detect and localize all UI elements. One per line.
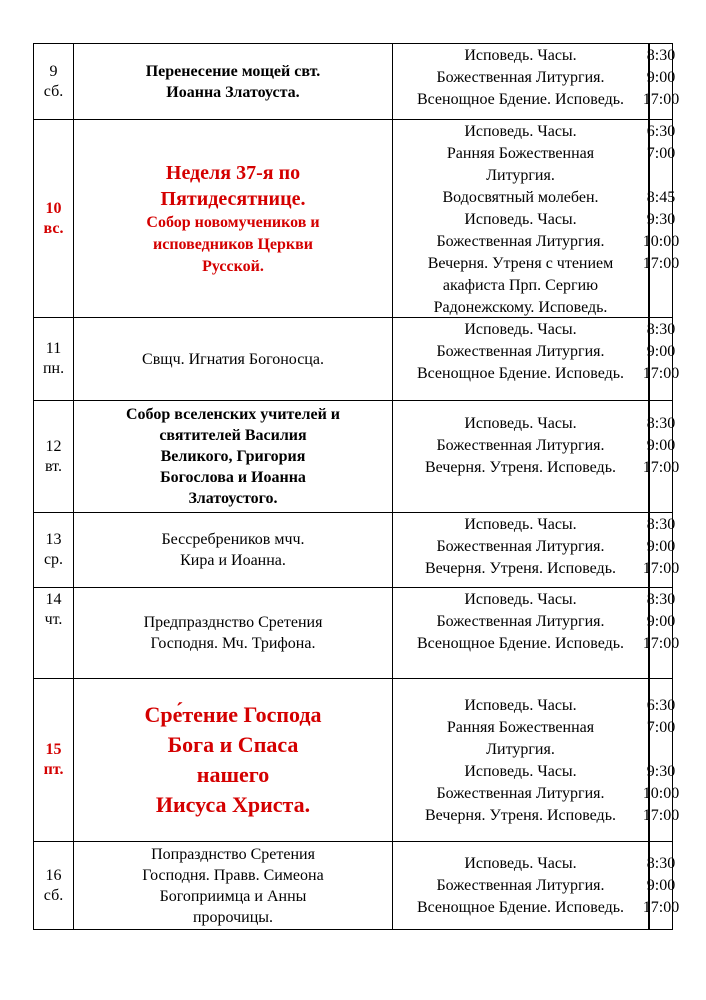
- service-line: Всенощное Бдение. Исповедь.: [416, 91, 625, 108]
- time-value: 9:00: [646, 69, 676, 86]
- feast-line: исповедников Церкви: [153, 235, 313, 253]
- service-line: Литургия.: [486, 741, 555, 758]
- time-value: 8:30: [646, 47, 676, 64]
- weekday: пт.: [43, 761, 64, 778]
- service-line: Вечерня. Утреня с чтением: [427, 255, 614, 272]
- day-number: 15: [45, 741, 62, 758]
- time-value: 10:00: [642, 233, 680, 250]
- table-row: [34, 44, 680, 120]
- table-row: [34, 679, 680, 842]
- time-value: 8:30: [646, 855, 676, 872]
- schedule-table: [33, 43, 680, 930]
- time-value: 9:00: [646, 613, 676, 630]
- times-cell: [642, 401, 680, 512]
- feast-line: Свщч. Игнатия Богоносца.: [142, 350, 324, 368]
- service-line: Исповедь. Часы.: [464, 415, 577, 432]
- feast-line: Богоприимца и Анны: [159, 887, 307, 905]
- weekday: вс.: [43, 219, 64, 237]
- service-line: Божественная Литургия.: [436, 538, 605, 555]
- feast-line: пророчицы.: [192, 908, 274, 926]
- day-number: 13: [45, 531, 62, 548]
- weekday: сб.: [43, 82, 64, 100]
- service-line: Вечерня. Утреня. Исповедь.: [425, 807, 616, 824]
- service-line: Радонежскому. Исповедь.: [433, 299, 608, 316]
- time-value: 8:30: [646, 415, 676, 432]
- date-cell: [34, 842, 74, 929]
- time-value: 10:00: [642, 785, 680, 802]
- time-value: 7:00: [646, 145, 676, 162]
- service-line: Божественная Литургия.: [436, 785, 605, 802]
- date-cell: [34, 588, 74, 678]
- feast-line: Иоанна Златоуста.: [166, 83, 300, 101]
- feast-line: Перенесение мощей свт.: [145, 62, 321, 80]
- day-number: 11: [45, 340, 62, 357]
- services-cell: [393, 44, 649, 119]
- time-value: 17:00: [642, 255, 680, 272]
- service-line: Исповедь. Часы.: [464, 123, 577, 140]
- day-number: 16: [45, 866, 62, 884]
- feast-line: Русской.: [202, 257, 264, 275]
- services-cell: [393, 318, 649, 400]
- times-cell: [642, 842, 680, 929]
- time-value: 17:00: [642, 365, 680, 382]
- feast-line: Богослова и Иоанна: [160, 469, 306, 486]
- service-line: Божественная Литургия.: [436, 877, 605, 894]
- service-line: Исповедь. Часы.: [464, 855, 577, 872]
- time-value: 17:00: [642, 560, 680, 577]
- date-cell: [34, 44, 74, 119]
- time-value: 8:30: [646, 321, 676, 338]
- feast-cell: [74, 120, 393, 317]
- times-cell: [642, 318, 680, 400]
- feast-cell: [74, 679, 393, 841]
- feast-title-line: Бога и Спаса: [167, 732, 299, 757]
- weekday: ср.: [43, 551, 64, 568]
- table-row: [34, 588, 680, 679]
- service-line: Ранняя Божественная: [446, 719, 595, 736]
- feast-cell: [74, 401, 393, 512]
- services-cell: [393, 401, 649, 512]
- feast-title-line: нашего: [196, 762, 270, 787]
- time-value: 8:30: [646, 591, 676, 608]
- time-value: 9:30: [646, 211, 676, 228]
- time-value: 17:00: [642, 91, 680, 108]
- feast-title-line: Иисуса Христа.: [155, 792, 311, 817]
- feast-title-line: Неделя 37-я по: [165, 161, 301, 184]
- feast-title-line: Пятидесятнице.: [160, 187, 306, 210]
- times-cell: [642, 679, 680, 841]
- day-number: 12: [45, 437, 62, 455]
- date-cell: [34, 401, 74, 512]
- service-line: Вечерня. Утреня. Исповедь.: [425, 459, 616, 476]
- feast-cell: [74, 842, 393, 929]
- services-cell: [393, 120, 649, 317]
- service-line: Божественная Литургия.: [436, 69, 605, 86]
- service-line: Водосвятный молебен.: [442, 189, 599, 206]
- time-value: 17:00: [642, 459, 680, 476]
- day-number: 10: [45, 199, 62, 217]
- time-value: 17:00: [642, 807, 680, 824]
- times-cell: [642, 120, 680, 317]
- times-cell: [642, 588, 680, 678]
- times-cell: [642, 513, 680, 587]
- service-line: Всенощное Бдение. Исповедь.: [416, 635, 625, 652]
- time-value: 9:00: [646, 538, 676, 555]
- time-value: 17:00: [642, 635, 680, 652]
- date-cell: [34, 318, 74, 400]
- weekday: чт.: [44, 611, 63, 628]
- feast-line: Господня. Мч. Трифона.: [150, 635, 316, 652]
- date-cell: [34, 679, 74, 841]
- time-value: 17:00: [642, 899, 680, 916]
- service-line: Исповедь. Часы.: [464, 516, 577, 533]
- feast-line: Бессребреников мчч.: [161, 531, 305, 548]
- time-value: 9:30: [646, 763, 676, 780]
- services-cell: [393, 513, 649, 587]
- service-line: Исповедь. Часы.: [464, 763, 577, 780]
- table-row: [34, 120, 680, 318]
- services-cell: [393, 679, 649, 841]
- weekday: вт.: [45, 457, 62, 475]
- time-value: 9:00: [646, 343, 676, 360]
- feast-line: Собор новомучеников и: [146, 213, 320, 231]
- feast-title-line: Сре́тение Господа: [144, 702, 322, 727]
- service-line: Исповедь. Часы.: [464, 697, 577, 714]
- services-cell: [393, 588, 649, 678]
- date-cell: [34, 120, 74, 317]
- weekday: сб.: [43, 886, 64, 904]
- service-line: Вечерня. Утреня. Исповедь.: [425, 560, 616, 577]
- day-number: 14: [45, 591, 62, 608]
- service-line: Божественная Литургия.: [436, 613, 605, 630]
- table-row: [34, 842, 680, 929]
- service-line: Исповедь. Часы.: [464, 321, 577, 338]
- times-cell: [642, 44, 680, 119]
- service-line: Божественная Литургия.: [436, 233, 605, 250]
- service-line: Божественная Литургия.: [436, 343, 605, 360]
- day-number: 9: [49, 62, 58, 80]
- service-line: Исповедь. Часы.: [464, 591, 577, 608]
- table-row: [34, 318, 680, 401]
- services-cell: [393, 842, 649, 929]
- table-row: [34, 401, 680, 513]
- time-value: 6:30: [646, 697, 676, 714]
- feast-line: Великого, Григория: [160, 448, 306, 465]
- weekday: пн.: [42, 360, 65, 377]
- feast-line: Кира и Иоанна.: [180, 552, 286, 569]
- feast-line: святителей Василия: [159, 427, 307, 444]
- time-value: 9:00: [646, 877, 676, 894]
- time-value: 6:30: [646, 123, 676, 140]
- service-line: Всенощное Бдение. Исповедь.: [416, 899, 625, 916]
- feast-cell: [74, 44, 393, 119]
- table-row: [34, 513, 680, 588]
- feast-line: Господня. Правв. Симеона: [142, 866, 324, 884]
- service-line: Всенощное Бдение. Исповедь.: [416, 365, 625, 382]
- feast-line: Попразднство Сретения: [151, 845, 315, 863]
- service-line: Литургия.: [486, 167, 555, 184]
- service-line: акафиста Прп. Сергию: [442, 277, 599, 294]
- time-value: 8:30: [646, 516, 676, 533]
- time-value: 9:00: [646, 437, 676, 454]
- service-line: Исповедь. Часы.: [464, 47, 577, 64]
- service-line: Ранняя Божественная: [446, 145, 595, 162]
- feast-line: Златоустого.: [188, 490, 278, 507]
- feast-line: Собор вселенских учителей и: [125, 406, 341, 423]
- time-value: 8:45: [646, 189, 676, 206]
- date-cell: [34, 513, 74, 587]
- feast-cell: [74, 513, 393, 587]
- service-line: Божественная Литургия.: [436, 437, 605, 454]
- feast-line: Предпразднство Сретения: [143, 614, 323, 631]
- feast-cell: [74, 588, 393, 678]
- service-line: Исповедь. Часы.: [464, 211, 577, 228]
- feast-cell: [74, 318, 393, 400]
- time-value: 7:00: [646, 719, 676, 736]
